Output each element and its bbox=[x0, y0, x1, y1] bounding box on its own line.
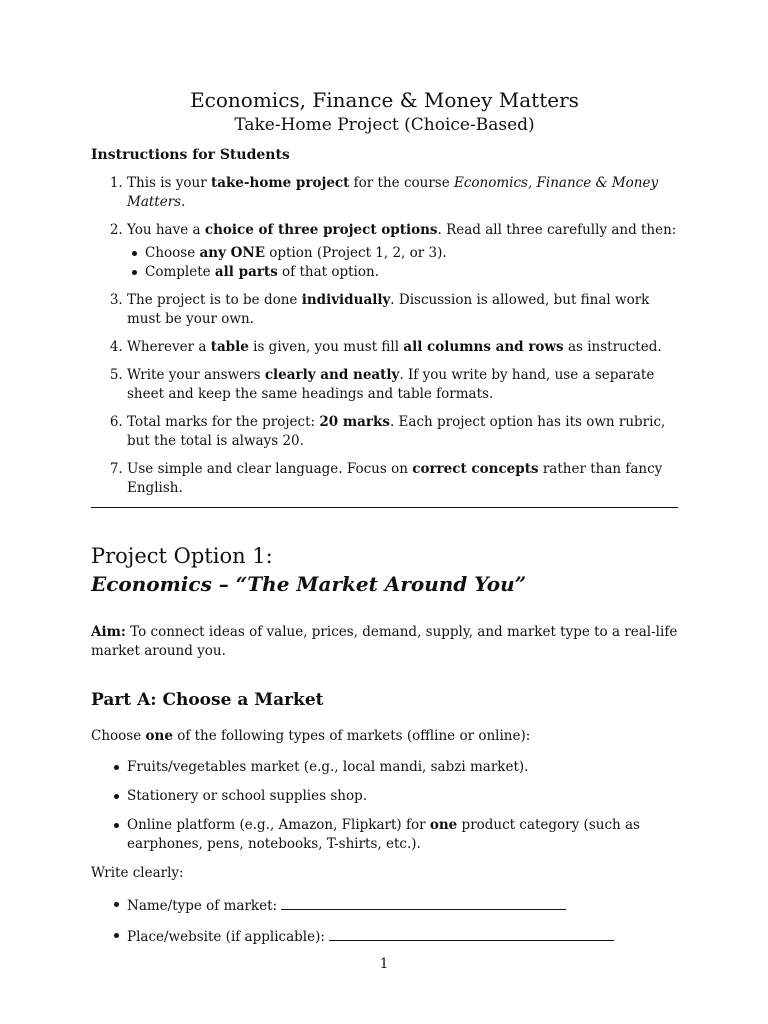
write-clearly: Write clearly: bbox=[91, 865, 184, 881]
bold-text: one bbox=[429, 817, 458, 833]
text-segment: product category (such as earphones, pens, notebooks, T-shirts, etc.). bbox=[127, 817, 640, 852]
text-segment: Wherever a bbox=[127, 339, 211, 355]
instruction-sublist bbox=[127, 244, 678, 282]
text-segment: of that option. bbox=[277, 264, 379, 280]
bold-text: one bbox=[145, 728, 173, 744]
bold-text: all parts bbox=[214, 264, 278, 280]
market-type-item bbox=[127, 758, 678, 777]
text-segment: Choose bbox=[145, 245, 200, 261]
instructions-list bbox=[91, 174, 678, 498]
instruction-subitem bbox=[145, 263, 678, 282]
fill-in-blank[interactable] bbox=[329, 926, 614, 941]
text-segment: Online platform (e.g., Amazon, Flipkart) for bbox=[127, 817, 430, 833]
text-segment: Choose bbox=[91, 728, 146, 744]
aim-text: To connect ideas of value, prices, demand, supply, and market type to a real-life market around you. bbox=[91, 624, 678, 659]
bold-text: individually bbox=[301, 292, 391, 308]
text-segment: . Read all three carefully and then: bbox=[437, 222, 677, 238]
text-segment: This is your bbox=[127, 175, 211, 191]
instruction-item bbox=[127, 460, 678, 498]
section-divider bbox=[91, 507, 678, 508]
bold-text: all columns and rows bbox=[403, 339, 564, 355]
text-segment: Total marks for the project: bbox=[127, 414, 320, 430]
text-segment: rather than fancy English. bbox=[127, 461, 663, 496]
instruction-item bbox=[127, 291, 678, 329]
text-segment: . Discussion is allowed, but final work must be your own. bbox=[127, 292, 650, 327]
market-type-item bbox=[127, 787, 678, 806]
document-title: Economics, Finance & Money Matters bbox=[190, 88, 579, 112]
text-segment: of the following types of markets (offline or online): bbox=[172, 728, 531, 744]
field-label: Place/website (if applicable): bbox=[127, 929, 330, 945]
text-segment: . bbox=[181, 194, 186, 210]
market-types-list bbox=[91, 758, 678, 854]
market-type-item bbox=[127, 816, 678, 854]
instruction-item bbox=[127, 338, 678, 357]
fill-in-blank[interactable] bbox=[281, 895, 566, 910]
field-label: Name/type of market: bbox=[127, 898, 282, 914]
document-subtitle: Take-Home Project (Choice-Based) bbox=[234, 115, 535, 135]
aim-paragraph bbox=[91, 623, 678, 661]
text-segment: Stationery or school supplies shop. bbox=[127, 788, 368, 804]
text-segment: as instructed. bbox=[563, 339, 662, 355]
instruction-item bbox=[127, 413, 678, 451]
text-segment: Complete bbox=[145, 264, 215, 280]
bold-text: correct concepts bbox=[412, 461, 539, 477]
bold-text: table bbox=[210, 339, 249, 355]
text-segment: is given, you must fill bbox=[248, 339, 404, 355]
fill-field-item bbox=[127, 926, 678, 947]
document-page bbox=[91, 88, 678, 957]
aim-label: Aim: bbox=[91, 624, 126, 640]
partA-heading: Part A: Choose a Market bbox=[91, 690, 324, 710]
text-segment: option (Project 1, 2, or 3). bbox=[265, 245, 447, 261]
bold-text: 20 marks bbox=[319, 414, 390, 430]
bold-text: choice of three project options bbox=[204, 222, 438, 238]
bold-text: any ONE bbox=[199, 245, 265, 261]
option1-subtitle: Economics – “The Market Around You” bbox=[91, 572, 527, 596]
text-segment: Write your answers bbox=[127, 367, 265, 383]
text-segment: You have a bbox=[127, 222, 205, 238]
bold-text: take-home project bbox=[210, 175, 350, 191]
text-segment: for the course bbox=[349, 175, 454, 191]
text-segment: . If you write by hand, use a separate sheet and keep the same headings and table formats. bbox=[127, 367, 655, 402]
instruction-item bbox=[127, 221, 678, 282]
text-segment: Fruits/vegetables market (e.g., local mandi, sabzi market). bbox=[127, 759, 529, 775]
text-segment: Use simple and clear language. Focus on bbox=[127, 461, 413, 477]
text-segment: The project is to be done bbox=[127, 292, 302, 308]
page-number: 1 bbox=[379, 956, 389, 972]
italic-text: Economics, Finance & Money Matters bbox=[127, 175, 659, 210]
option1-title: Project Option 1: bbox=[91, 544, 273, 568]
choose-intro bbox=[91, 727, 678, 746]
fill-field-item bbox=[127, 895, 678, 916]
instruction-subitem bbox=[145, 244, 678, 263]
instruction-item bbox=[127, 366, 678, 404]
instruction-item bbox=[127, 174, 678, 212]
bold-text: clearly and neatly bbox=[264, 367, 400, 383]
instructions-heading: Instructions for Students bbox=[91, 147, 290, 163]
text-segment: . Each project option has its own rubric, but the total is always 20. bbox=[127, 414, 666, 449]
fields-list bbox=[91, 895, 678, 947]
